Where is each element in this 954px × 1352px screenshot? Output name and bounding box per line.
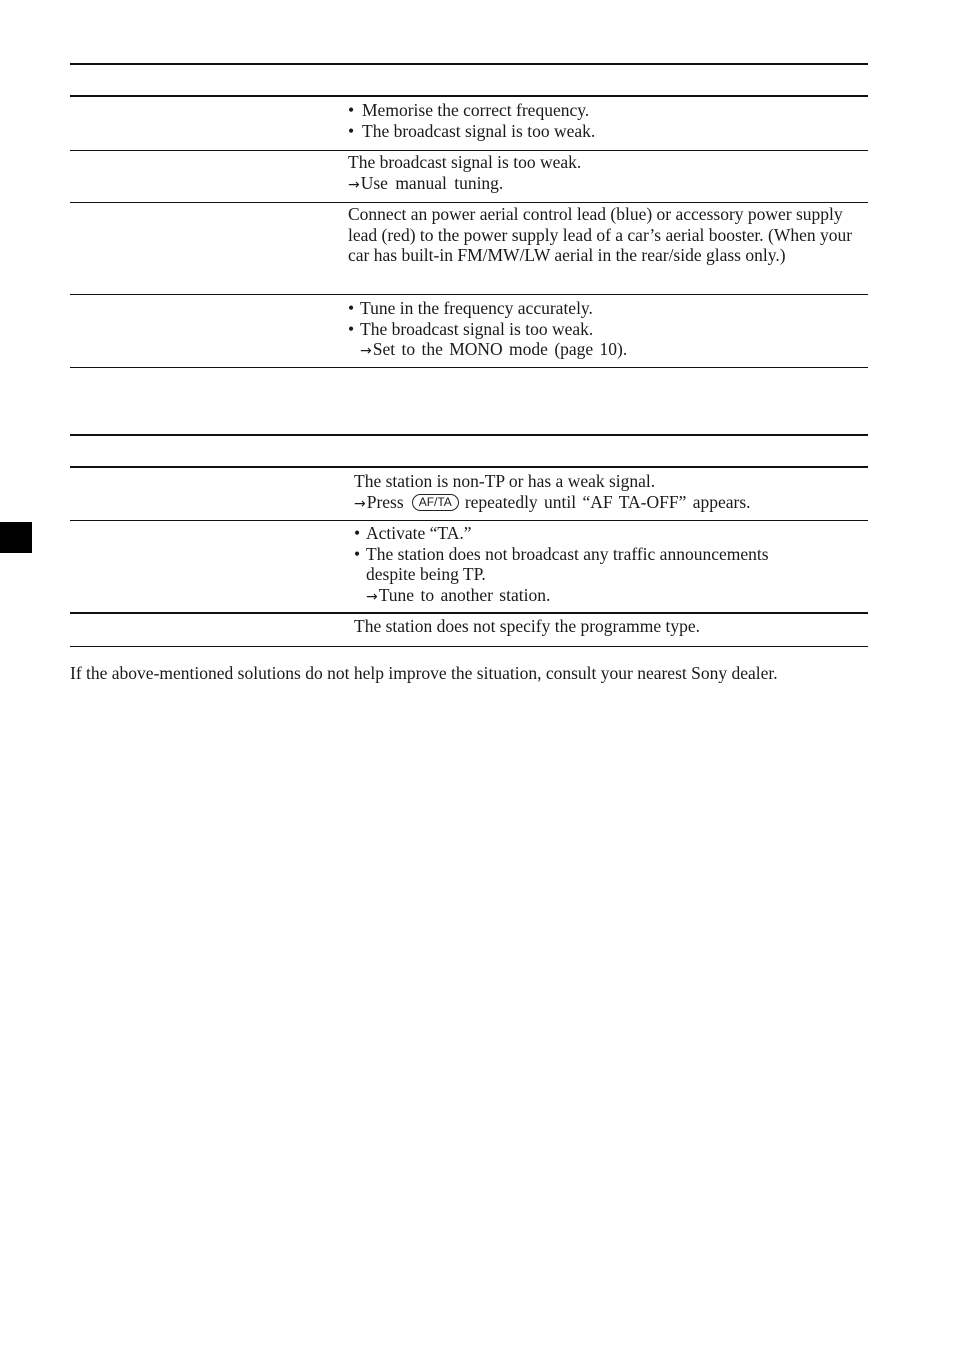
- table2-row-3-remedy: The station does not specify the programme type.: [354, 616, 701, 636]
- table2-row-2-remedy: • Activate “TA.” • The station does not broadcast any traffic announcements despite being TP. →Tune to another station.: [354, 523, 769, 605]
- table2-bottom-rule: [70, 646, 868, 647]
- arrow-icon: →: [366, 588, 378, 605]
- table1-row-1-remedy: • Memorise the correct frequency. • The broadcast signal is too weak.: [348, 100, 596, 141]
- table1-bottom-rule: [70, 367, 868, 368]
- table1-row-divider: [70, 294, 868, 295]
- table1-top-rule: [70, 63, 868, 65]
- table1-row-divider: [70, 150, 868, 151]
- table2-row-1-remedy: The station is non-TP or has a weak signal. →Press AF/TA repeatedly until “AF TA-OFF” appears.: [354, 471, 751, 512]
- table2-top-rule: [70, 434, 868, 436]
- table2-row-divider: [70, 520, 868, 521]
- arrow-icon: →: [348, 176, 360, 193]
- table1-row-4-remedy: • Tune in the frequency accurately. • The broadcast signal is too weak. →Set to the MONO mode (page 10).: [348, 298, 628, 359]
- section-tab-marker: [0, 522, 32, 553]
- table1-header-rule: [70, 95, 868, 97]
- af-ta-button-symbol: AF/TA: [412, 494, 459, 511]
- table1-row-divider: [70, 202, 868, 203]
- arrow-icon: →: [360, 343, 372, 359]
- table2-row-divider: [70, 612, 868, 614]
- footer-note: If the above-mentioned solutions do not help improve the situation, consult your nearest Sony dealer.: [70, 663, 778, 683]
- table1-row-2-remedy: The broadcast signal is too weak. →Use manual tuning.: [348, 152, 582, 193]
- table2-header-rule: [70, 466, 868, 468]
- table1-row-3-remedy: Connect an power aerial control lead (blue) or accessory power supply lead (red) to the power supply lead of a car’s aerial booster. (When your car has built-in FM/MW/LW aerial in the rear/side glass only.): [348, 204, 853, 265]
- arrow-icon: →: [354, 495, 366, 512]
